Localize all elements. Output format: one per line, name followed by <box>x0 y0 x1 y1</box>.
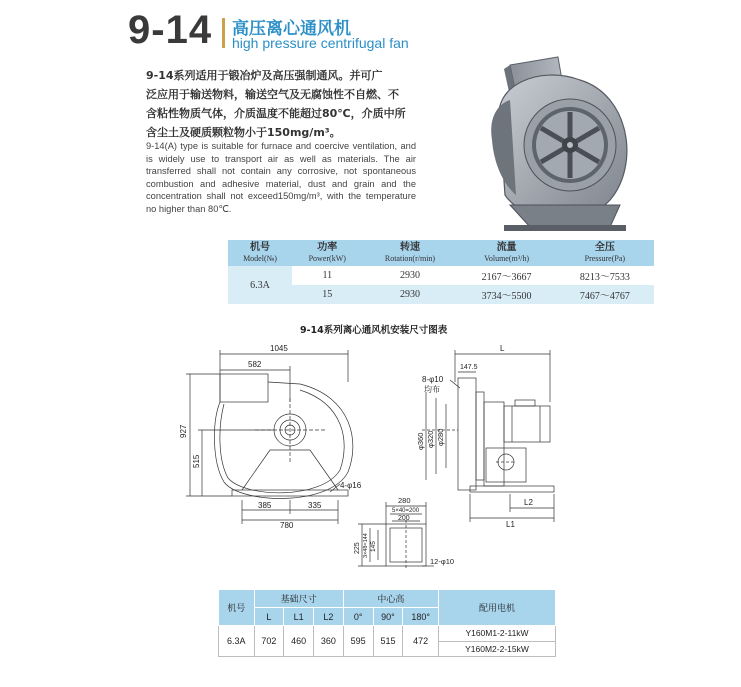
table-row <box>228 285 654 304</box>
dim-1045: 1045 <box>270 344 288 353</box>
subheader-180deg: 180° <box>403 608 439 626</box>
dim-927: 927 <box>179 424 188 438</box>
description-line: 含粘性物质气体，介质温度不能超过80℃，介质中所 <box>146 107 406 120</box>
installation-drawing <box>160 342 600 587</box>
cell-90deg: 515 <box>373 626 403 657</box>
header-model: 机号 Model(№) <box>228 240 292 266</box>
header-pressure: 全压 Pressure(Pa) <box>556 240 654 266</box>
cell-volume: 2167～3667 <box>481 272 532 283</box>
dim-335: 335 <box>308 501 322 510</box>
model-number: 9-14 <box>128 8 213 52</box>
description-chinese <box>146 66 446 142</box>
cell-model: 6.3A <box>219 626 255 657</box>
cell-L2: 360 <box>314 626 344 657</box>
dimension-table <box>218 589 556 657</box>
subheader-L1: L1 <box>284 608 314 626</box>
title-chinese: 高压离心通风机 <box>232 19 351 39</box>
description-line: 含尘土及硬质颗粒物小于150mg/m³。 <box>146 126 341 139</box>
spec-table-header-row <box>228 240 654 266</box>
description-line: 泛应用于输送物料，输送空气及无腐蚀性不自燃、不 <box>146 88 399 101</box>
header-rotation: 转速 Rotation(r/min) <box>363 240 458 266</box>
description-english: 9-14(A) type is suitable for furnace and coercive ventilation, and is widely use to transport air as well as materials. The air transferred shall not contain any corrosive, not spontaneous combustion and adhesive material, dust and grain and the concentration shall not exceed150mg/m³, with the temperature no higher than 80℃. <box>146 141 416 214</box>
dim-515: 515 <box>192 454 201 468</box>
cell-rotation: 2930 <box>363 285 458 304</box>
drawing-title: 9-14系列离心通风机安装尺寸图表 <box>300 325 448 336</box>
cell-L: 702 <box>254 626 284 657</box>
cell-L1: 460 <box>284 626 314 657</box>
dim-780: 780 <box>280 521 294 530</box>
cell-rotation: 2930 <box>399 270 420 281</box>
outlet-holes-label: 12-φ10 <box>430 557 455 566</box>
cell-power: 11 <box>322 270 333 281</box>
dim-d320: φ320 <box>426 430 435 448</box>
fan-product-image <box>470 55 645 235</box>
description-line: 9-14系列适用于锻冶炉及高压强制通风。并可广 <box>146 69 383 82</box>
table-row <box>228 266 654 285</box>
dim-385: 385 <box>258 501 272 510</box>
spec-table <box>228 240 654 304</box>
dim-L2: L2 <box>524 498 533 507</box>
holes-label: 8-φ10 <box>422 375 444 384</box>
header-volume: 流量 Volume(m³/h) <box>457 240 555 266</box>
table-row <box>219 626 556 642</box>
cell-volume: 3734～5500 <box>457 285 555 304</box>
cell-pressure: 8213～7533 <box>579 272 630 283</box>
cell-pressure: 7467～4767 <box>556 285 654 304</box>
cell-0deg: 595 <box>343 626 373 657</box>
header-power: 功率 Power(kW) <box>292 240 363 266</box>
title-divider <box>222 18 225 48</box>
dim-200: 200 <box>398 515 410 522</box>
dim-L: L <box>500 344 505 353</box>
dim-225: 225 <box>354 542 361 554</box>
dim-582: 582 <box>248 360 262 369</box>
dim-280: 280 <box>398 496 411 505</box>
dim-table-header-row <box>219 590 556 608</box>
dim-d360: φ360 <box>416 432 425 450</box>
subheader-L2: L2 <box>314 608 344 626</box>
bolt-label: 4-φ16 <box>340 481 362 490</box>
dim-147-5: 147.5 <box>460 364 478 371</box>
dim-145: 145 <box>370 541 377 552</box>
dim-5x40: 5×40=200 <box>392 508 420 514</box>
cell-model: 6.3A <box>228 266 292 304</box>
cell-motor: Y160M2-2-15kW <box>439 641 556 657</box>
dim-3x48: 3×48=144 <box>363 533 369 558</box>
dim-d280: φ280 <box>436 428 445 446</box>
cell-180deg: 472 <box>403 626 439 657</box>
header-center-height: 中心高 <box>343 590 438 608</box>
cell-motor: Y160M1-2-11kW <box>439 626 556 642</box>
header-motor: 配用电机 <box>439 590 556 626</box>
title-english: high pressure centrifugal fan <box>232 35 409 51</box>
header-base-dimensions: 基础尺寸 <box>254 590 343 608</box>
cell-power: 15 <box>292 285 363 304</box>
subheader-L: L <box>254 608 284 626</box>
subheader-90deg: 90° <box>373 608 403 626</box>
dim-L1: L1 <box>506 520 515 529</box>
subheader-0deg: 0° <box>343 608 373 626</box>
holes-label-evenly: 均布 <box>424 385 440 394</box>
header-model: 机号 <box>219 590 255 626</box>
